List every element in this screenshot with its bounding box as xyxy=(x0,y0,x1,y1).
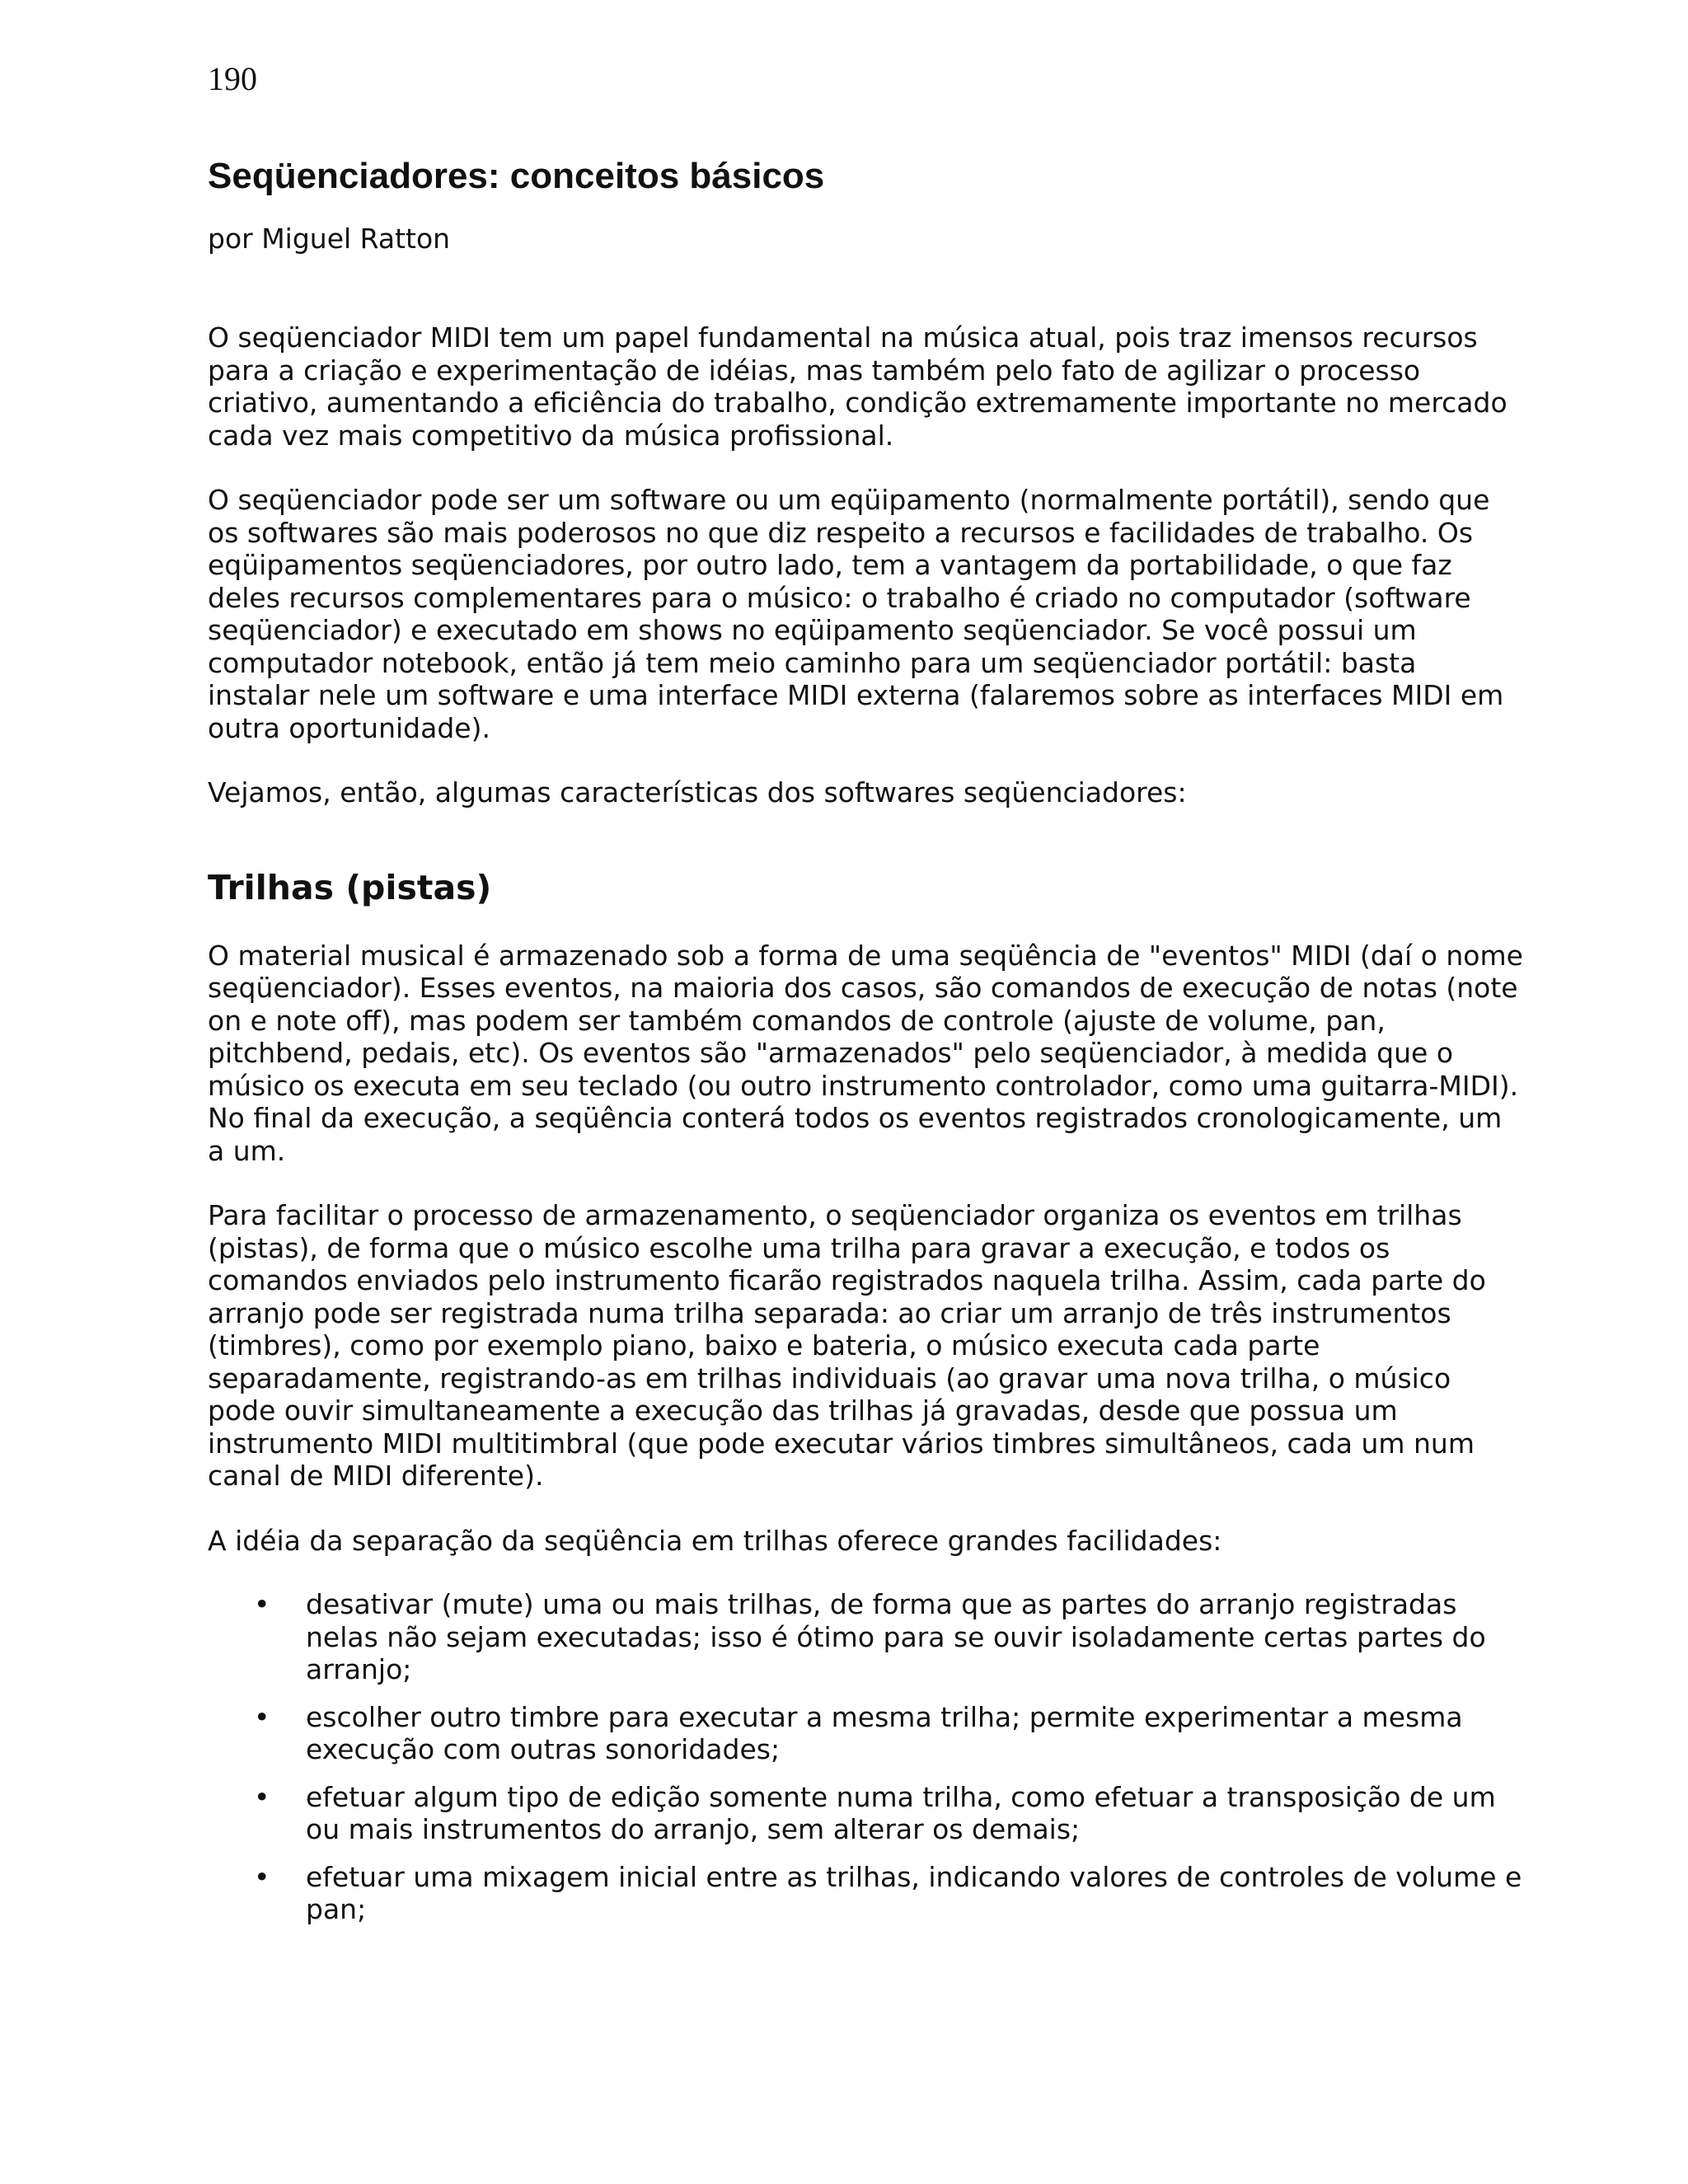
page-content xyxy=(208,153,1526,1941)
bullet-list xyxy=(208,1588,1526,1926)
bullet-icon: • xyxy=(254,1588,270,1620)
bullet-text: efetuar uma mixagem inicial entre as trilhas, indicando valores de controles de volume e pan; xyxy=(306,1860,1522,1925)
bullet-icon: • xyxy=(254,1860,270,1893)
intro-paragraph-1: O seqüenciador MIDI tem um papel fundamental na música atual, pois traz imensos recursos para a criação e experimentação de idéias, mas também pelo fato de agilizar o processo criativo, aumentando a eficiência do trabalho, condição extremamente importante no mercado cada vez mais competitivo da música profissional. xyxy=(208,321,1507,452)
article-title: Seqüenciadores: conceitos básicos xyxy=(208,156,825,196)
bullet-icon: • xyxy=(254,1780,270,1813)
bullet-text: efetuar algum tipo de edição somente numa trilha, como efetuar a transposição de um ou mais instrumentos do arranjo, sem alterar os demais; xyxy=(306,1780,1496,1845)
bullet-item xyxy=(208,1781,1526,1846)
section-paragraph-1: O material musical é armazenado sob a forma de uma seqüência de "eventos" MIDI (daí o nome seqüenciador). Esses eventos, na maioria dos casos, são comandos de execução de notas (note on e note off), mas podem ser também comandos de controle (ajuste de volume, pan, pitchbend, pedais, etc). Os eventos são "armazenados" pelo seqüenciador, à medida que o músico os executa em seu teclado (ou outro instrumento controlador, como uma guitarra-MIDI). No final da execução, a seqüência conterá todos os eventos registrados cronologicamente, um a um. xyxy=(208,939,1523,1167)
section-paragraph-2: Para facilitar o processo de armazenamento, o seqüenciador organiza os eventos em trilhas (pistas), de forma que o músico escolhe uma trilha para gravar a execução, e todos os comandos enviados pelo instrumento ficarão registrados naquela trilha. Assim, cada parte do arranjo pode ser registrada numa trilha separada: ao criar um arranjo de três instrumentos (timbres), como por exemplo piano, baixo e bateria, o músico executa cada parte separadamente, registrando-as em trilhas individuais (ao gravar uma nova trilha, o músico pode ouvir simultaneamente a execução das trilhas já gravadas, desde que possua um instrumento MIDI multitimbral (que pode executar vários timbres simultâneos, cada um num canal de MIDI diferente). xyxy=(208,1199,1486,1492)
article-author: por Miguel Ratton xyxy=(208,223,451,255)
intro-paragraph-3: Vejamos, então, algumas características dos softwares seqüenciadores: xyxy=(208,776,1187,808)
page-number: 190 xyxy=(208,60,257,97)
intro-paragraph-2: O seqüenciador pode ser um software ou um eqüipamento (normalmente portátil), sendo que os softwares são mais poderosos no que diz respeito a recursos e facilidades de trabalho. Os eqüipamentos seqüenciadores, por outro lado, tem a vantagem da portabilidade, o que faz deles recursos complementares para o músico: o trabalho é criado no computador (software seqüenciador) e executado em shows no eqüipamento seqüenciador. Se você possui um computador notebook, então já tem meio caminho para um seqüenciador portátil: basta instalar nele um software e uma interface MIDI externa (falaremos sobre as interfaces MIDI em outra oportunidade). xyxy=(208,484,1504,744)
bullet-text: escolher outro timbre para executar a mesma trilha; permite experimentar a mesma execução com outras sonoridades; xyxy=(306,1700,1463,1765)
bullet-item xyxy=(208,1701,1526,1766)
bullet-icon: • xyxy=(254,1700,270,1733)
bullet-item xyxy=(208,1588,1526,1686)
section-heading: Trilhas (pistas) xyxy=(208,867,492,907)
section-paragraph-3: A idéia da separação da seqüência em trilhas oferece grandes facilidades: xyxy=(208,1524,1222,1557)
bullet-text: desativar (mute) uma ou mais trilhas, de forma que as partes do arranjo registradas nelas não sejam executadas; isso é ótimo para se ouvir isoladamente certas partes do arranjo; xyxy=(306,1588,1486,1685)
bullet-item xyxy=(208,1861,1526,1926)
